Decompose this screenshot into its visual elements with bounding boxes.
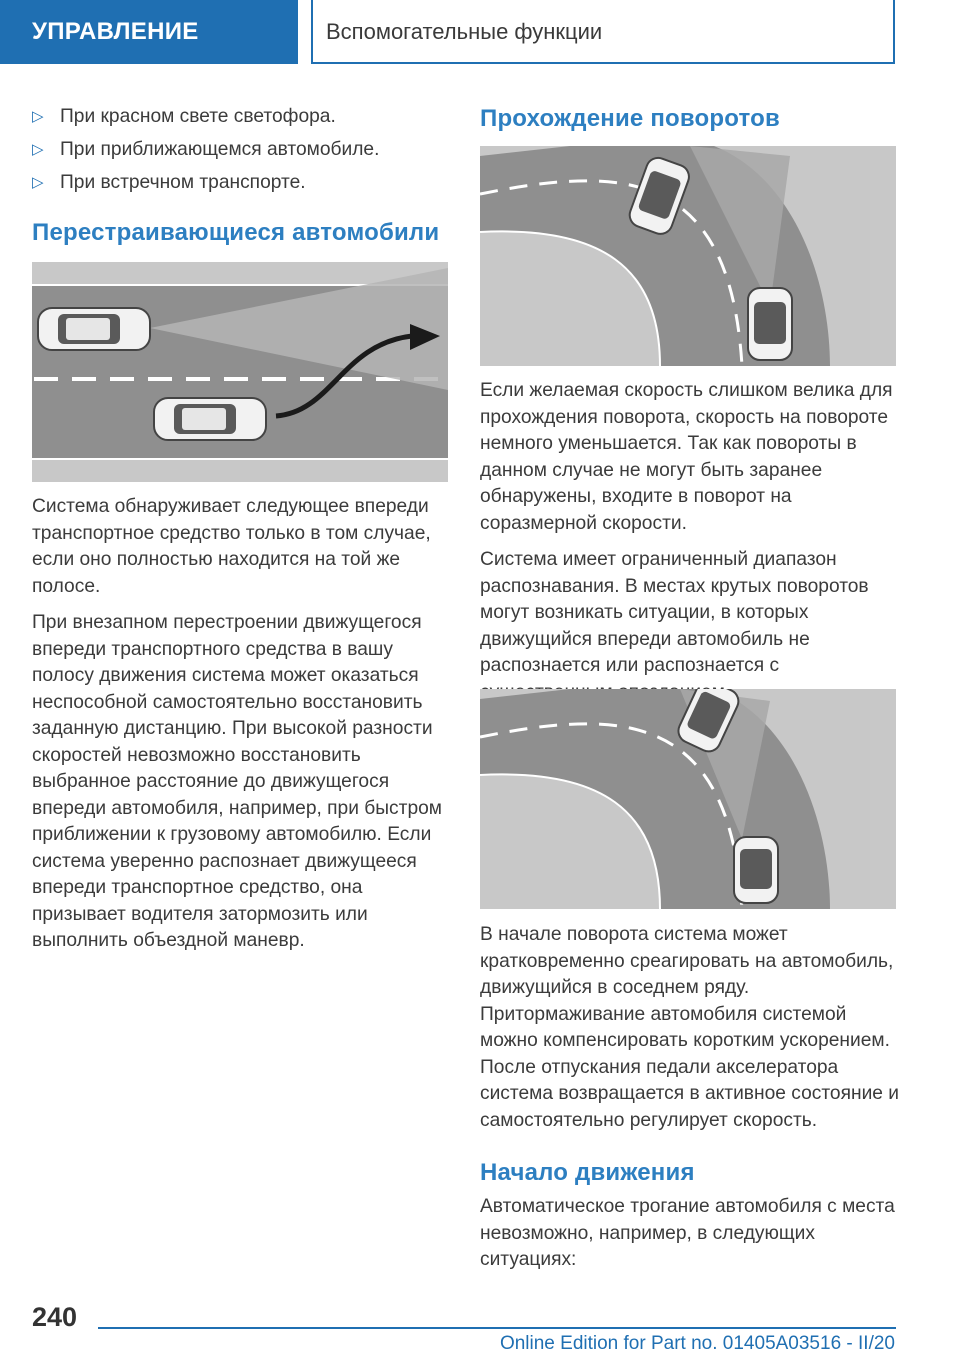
paragraph: Автоматическое трогание автомобиля с места невозможно, например, в следующих ситуациях: (480, 1196, 895, 1270)
list-item: ▷ При встречном транспорте. (32, 170, 448, 203)
section-heading: Прохождение поворотов (480, 105, 780, 132)
own-vehicle (154, 398, 266, 440)
paragraph: Если желаемая скорость слишком велика для прохождения поворота, скорость на повороте немного уменьшается. Так как повороты в данном случае не могут быть заранее обнаружены, входите в поворот на соразмерной скорости. (480, 380, 893, 534)
page-number: 240 (32, 1302, 78, 1332)
section-heading: Перестраивающиеся автомобили (32, 219, 440, 246)
section-heading: Начало движения (480, 1159, 695, 1186)
triangle-bullet-icon: ▷ (32, 174, 44, 191)
vehicle-adjacent-lane (734, 837, 778, 903)
chapter-title: Вспомогательные функции (326, 19, 603, 44)
curve-illustration-2 (480, 689, 896, 909)
left-bullet-list (32, 104, 448, 203)
list-item: ▷ При приближающемся автомобиле. (32, 137, 448, 170)
vehicle-ahead (748, 288, 792, 360)
paragraph: В начале поворота система может кратковременно среагировать на автомобиль, движущийся в соседнем ряду. Притормаживание автомобиля системой можно компенсировать коротким ускорением. После отпускания педали акселератора система возвращается в активное состояние и самостоятельно регулирует скорость. (480, 924, 900, 1131)
curve-illustration-1 (480, 146, 896, 366)
right-body-2 (480, 922, 900, 1144)
edition-note: Online Edition for Part no. 01405A03516 - II/20 (499, 1333, 895, 1354)
vehicle-ahead (38, 308, 150, 350)
list-item: ▷ При красном свете светофора. (32, 104, 448, 137)
left-body (32, 494, 452, 965)
triangle-bullet-icon: ▷ (32, 141, 44, 158)
section-tab: УПРАВЛЕНИЕ (0, 0, 298, 64)
footer-divider (98, 1327, 896, 1329)
paragraph: Система обнаруживает следующее впереди транспортное средство только в том случае, если оно полностью находится на той же полосе. (32, 496, 431, 597)
triangle-bullet-icon: ▷ (32, 108, 44, 125)
paragraph: Система имеет ограниченный диапазон распознавания. В местах крутых поворотов могут возникать ситуации, в которых движущийся впереди автомобиль не распознается или распознается с (480, 549, 869, 676)
right-body-3 (480, 1194, 900, 1284)
paragraph: При внезапном перестроении движущегося впереди транспортного средства в вашу полосу движения система может оказаться неспособной самостоятельно восстановить заданную дистанцию. При высокой разности скоростей невозможно восстановить выбранное расстояние до движущегося впереди автомобиля, например, при быстром приближении к грузовому автомобилю. Если система уверенно распознает движущееся впереди транспортное средство, она призывает водителя затормозить или выполнить объездной маневр. (32, 612, 442, 951)
lane-change-illustration (32, 262, 448, 482)
right-body-1 (480, 378, 900, 716)
